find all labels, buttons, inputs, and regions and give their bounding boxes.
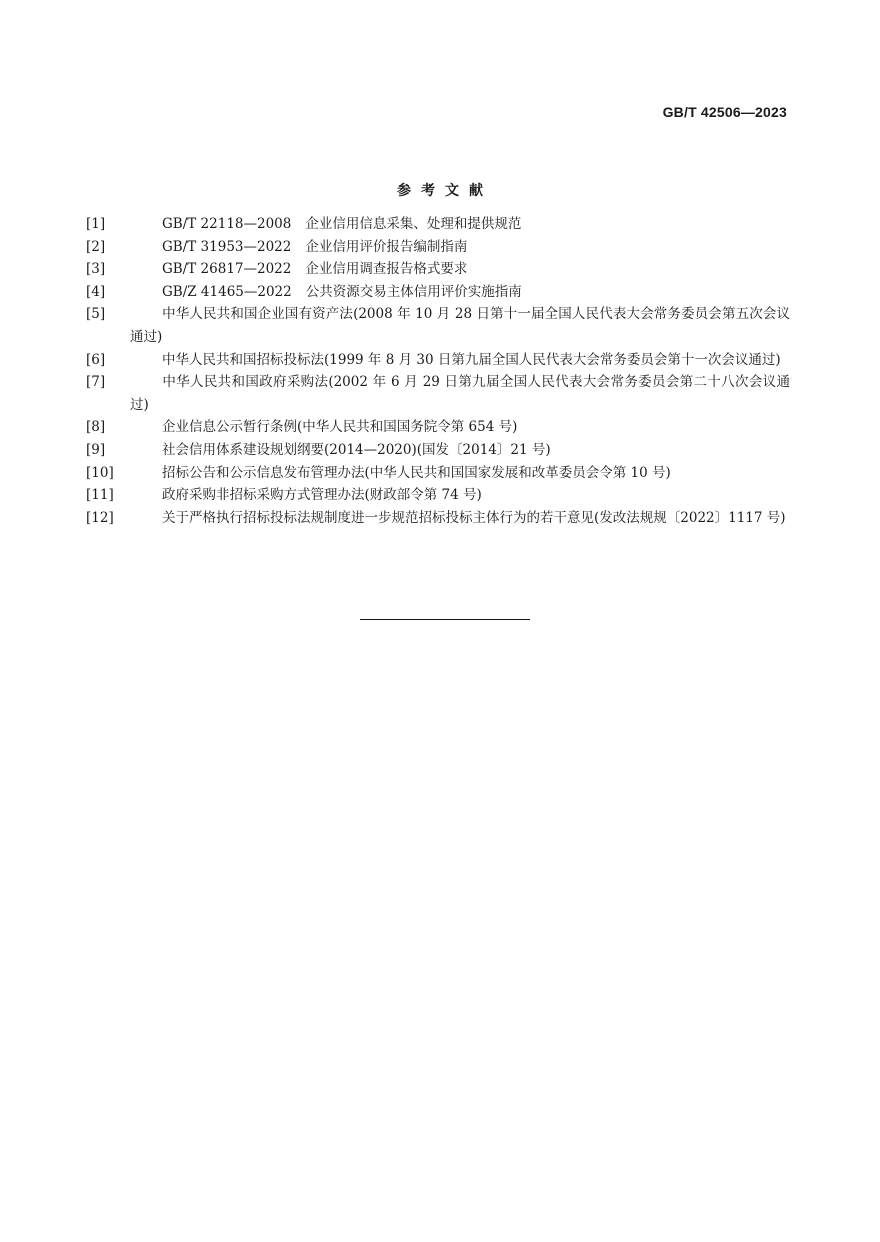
- reference-title: 社会信用体系建设规划纲要(2014—2020)(国发〔2014〕21 号): [162, 441, 551, 458]
- reference-title: 中华人民共和国企业国有资产法(2008 年 10 月 28 日第十一届全国人民代表大会常务委员会第五次会议通过): [130, 306, 790, 345]
- reference-item: [86, 507, 790, 530]
- reference-number: [6]: [86, 351, 106, 368]
- reference-number: [4]: [86, 283, 106, 300]
- reference-number: [7]: [86, 374, 106, 391]
- reference-item: [86, 439, 790, 462]
- reference-title: 中华人民共和国政府采购法(2002 年 6 月 29 日第九届全国人民代表大会常务委员会第二十八次会议通过): [130, 374, 790, 413]
- reference-number: [11]: [86, 487, 114, 504]
- reference-number: [10]: [86, 464, 114, 481]
- reference-item: [86, 462, 790, 485]
- reference-code: GB/T 26817—2022: [162, 261, 292, 278]
- section-title: 参考文献: [397, 183, 493, 199]
- reference-number: [12]: [86, 509, 114, 526]
- reference-item: [86, 236, 790, 259]
- reference-title: 公共资源交易主体信用评价实施指南: [305, 283, 522, 300]
- reference-number: [3]: [86, 261, 106, 278]
- reference-code: GB/Z 41465—2022: [162, 283, 292, 300]
- reference-title: 关于严格执行招标投标法规制度进一步规范招标投标主体行为的若干意见(发改法规规〔2022〕1117 号): [162, 509, 786, 526]
- reference-title: 企业信息公示暂行条例(中华人民共和国国务院令第 654 号): [162, 419, 518, 436]
- reference-item: [86, 303, 790, 348]
- reference-item: [86, 258, 790, 281]
- reference-number: [8]: [86, 419, 106, 436]
- reference-code: GB/T 22118—2008: [162, 216, 292, 232]
- reference-number: [5]: [86, 306, 106, 323]
- reference-item: [86, 349, 790, 372]
- standard-code: GB/T 42506—2023: [662, 104, 787, 120]
- reference-item: [86, 213, 790, 236]
- reference-item: [86, 484, 790, 507]
- reference-title: 中华人民共和国招标投标法(1999 年 8 月 30 日第九届全国人民代表大会常务委员会第十一次会议通过): [162, 351, 781, 368]
- reference-title: 政府采购非招标采购方式管理办法(财政部令第 74 号): [162, 487, 482, 504]
- reference-item: [86, 416, 790, 439]
- reference-title: 企业信用评价报告编制指南: [305, 238, 468, 255]
- reference-title: 招标公告和公示信息发布管理办法(中华人民共和国国家发展和改革委员会令第 10 号): [162, 464, 671, 481]
- reference-title: 企业信用信息采集、处理和提供规范: [305, 216, 522, 232]
- reference-code: GB/T 31953—2022: [162, 238, 292, 255]
- reference-number: [9]: [86, 441, 106, 458]
- reference-title: 企业信用调查报告格式要求: [305, 261, 468, 278]
- reference-item: [86, 371, 790, 416]
- reference-item: [86, 281, 790, 304]
- end-of-document-rule: [360, 619, 530, 620]
- reference-number: [2]: [86, 238, 106, 255]
- reference-number: [1]: [86, 216, 106, 232]
- reference-list: [86, 213, 790, 529]
